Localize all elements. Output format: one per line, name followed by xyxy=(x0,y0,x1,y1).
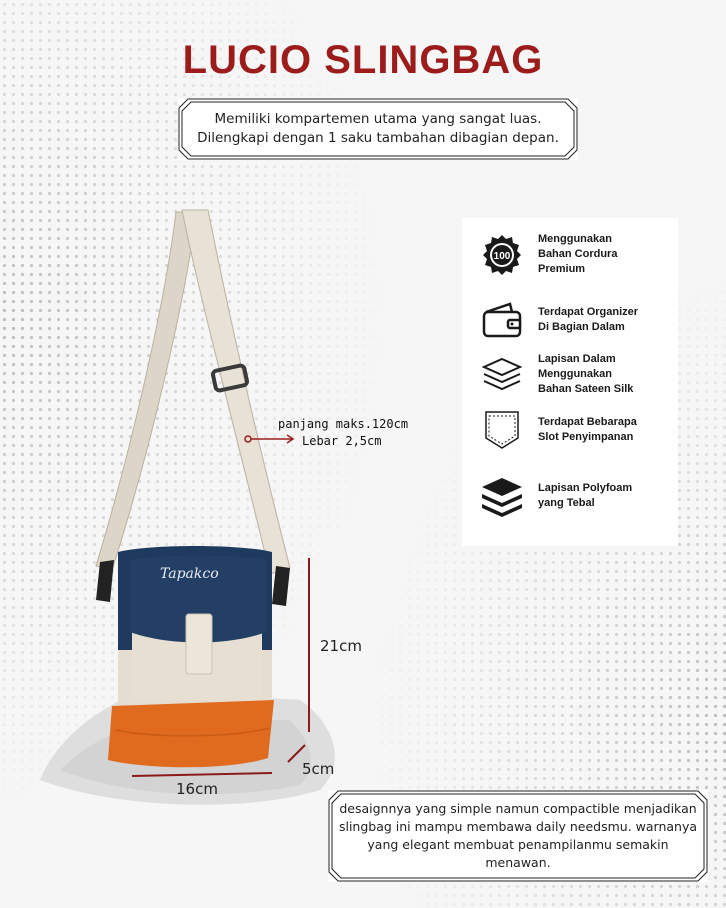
width-dimension-line xyxy=(132,773,272,776)
feature-text-organizer: Terdapat Organizer Di Bagian Dalam xyxy=(538,306,639,333)
description-line-3: yang elegant membuat penampilanmu semakin xyxy=(367,837,669,852)
intro-line-1: Memiliki kompartemen utama yang sangat luas. xyxy=(214,111,542,127)
feature-text-sateen: Lapisan Dalam Menggunakan Bahan Sateen Silk xyxy=(538,353,634,395)
description-line-1: desaignnya yang simple namun compactible menjadikan xyxy=(339,801,697,816)
brand-logo: Tapakco xyxy=(160,566,219,582)
depth-dimension-label: 5cm xyxy=(302,760,335,778)
strap-length-text: panjang maks.120cm xyxy=(278,417,409,431)
strap-width-text: Lebar 2,5cm xyxy=(302,434,382,448)
intro-line-2: Dilengkapi dengan 1 saku tambahan dibagian depan. xyxy=(197,130,559,146)
feature-text-cordura: Menggunakan Bahan Cordura Premium xyxy=(538,233,618,275)
width-dimension-label: 16cm xyxy=(176,780,218,798)
description-line-2: slingbag ini mampu membawa daily needsmu. warnanya xyxy=(338,819,698,834)
description-line-4: menawan. xyxy=(485,855,551,870)
feature-text-slots: Terdapat Bebarapa Slot Penyimpanan xyxy=(538,416,637,443)
height-dimension-label: 21cm xyxy=(320,637,362,655)
badge-number: 100 xyxy=(493,250,511,262)
page-title: LUCIO SLINGBAG xyxy=(182,38,544,82)
feature-text-polyfoam: Lapisan Polyfoam yang Tebal xyxy=(538,482,633,509)
